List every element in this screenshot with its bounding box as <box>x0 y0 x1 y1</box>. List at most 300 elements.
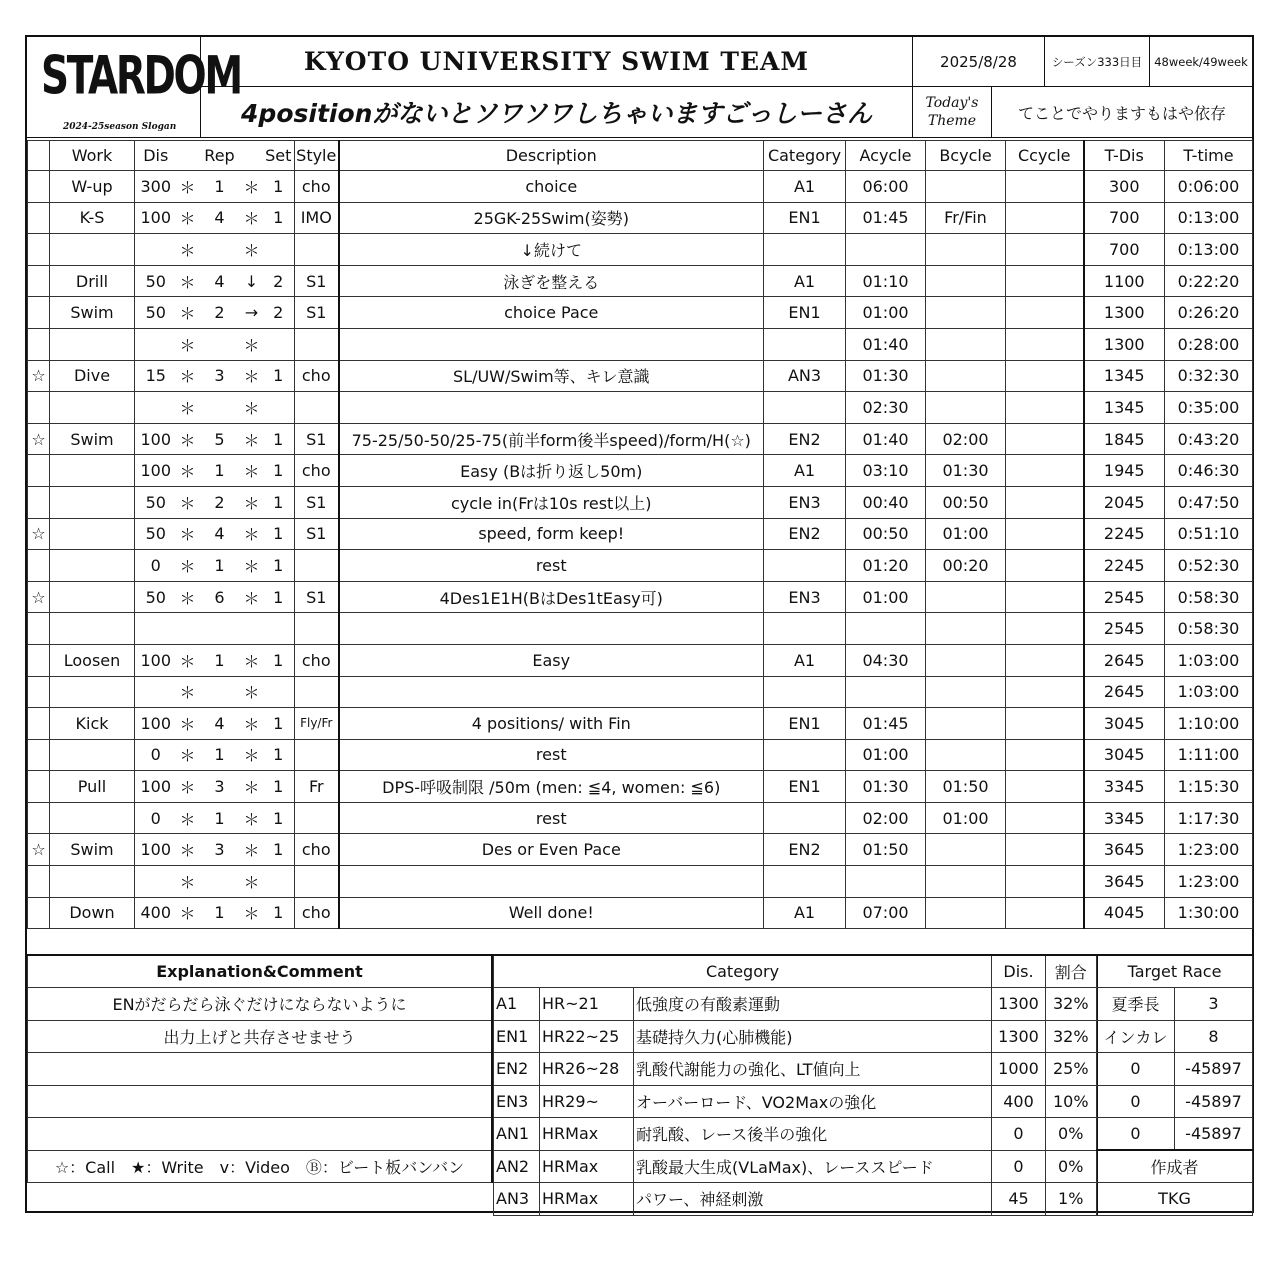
mark-cell <box>28 202 50 234</box>
work-cell: K-S <box>50 202 135 234</box>
description-cell: Des or Even Pace <box>339 834 764 866</box>
acycle-cell: 01:45 <box>846 708 926 740</box>
menu-row <box>28 613 1253 645</box>
mark-cell <box>28 455 50 487</box>
category-distance: 45 <box>992 1183 1046 1216</box>
practice-menu-sheet <box>25 35 1254 1213</box>
category-cell: A1 <box>764 897 846 929</box>
bcycle-cell: 01:30 <box>926 455 1006 487</box>
set-cell: 1 <box>263 202 295 234</box>
rep-cell: 1 <box>199 802 241 834</box>
heart-rate-range: HR26~28 <box>540 1053 634 1086</box>
times-symbol: ＊ <box>177 676 199 708</box>
category-title: Category <box>494 955 992 988</box>
rep-cell <box>199 866 241 898</box>
times-symbol: ＊ <box>177 771 199 803</box>
category-code: EN1 <box>494 1020 540 1053</box>
set-cell <box>263 328 295 360</box>
style-cell: cho <box>295 455 339 487</box>
acycle-cell: 00:50 <box>846 518 926 550</box>
style-cell <box>295 328 339 360</box>
acycle-cell: 01:00 <box>846 739 926 771</box>
symbol-legend: ☆：Call ★：Write v：Video Ⓑ：ビート板バンバン <box>28 1150 493 1183</box>
times-symbol: ＊ <box>177 171 199 203</box>
ccycle-cell <box>1006 234 1084 266</box>
tdis-cell: 2245 <box>1084 518 1165 550</box>
description-cell: rest <box>339 802 764 834</box>
description-cell <box>339 613 764 645</box>
description-cell: 泳ぎを整える <box>339 265 764 297</box>
set-cell: 1 <box>263 486 295 518</box>
category-description: 耐乳酸、レース後半の強化 <box>634 1118 992 1151</box>
week-box <box>1150 37 1252 87</box>
times-symbol: ＊ <box>177 518 199 550</box>
dis-cell: 100 <box>135 202 177 234</box>
style-cell: S1 <box>295 297 339 329</box>
mark-cell: ☆ <box>28 834 50 866</box>
work-cell: Loosen <box>50 644 135 676</box>
set-cell: 2 <box>263 265 295 297</box>
work-cell: W-up <box>50 171 135 203</box>
category-ratio: 32% <box>1046 988 1097 1021</box>
dis-cell: 300 <box>135 171 177 203</box>
set-cell: 1 <box>263 739 295 771</box>
set-cell: 1 <box>263 708 295 740</box>
times-symbol: ↓ <box>241 265 263 297</box>
rep-cell: 1 <box>199 455 241 487</box>
category-row <box>494 1183 1097 1216</box>
ccycle-cell <box>1006 581 1084 613</box>
category-code: AN2 <box>494 1150 540 1183</box>
ttime-cell: 1:23:00 <box>1165 834 1253 866</box>
style-cell <box>295 802 339 834</box>
acycle-cell: 01:50 <box>846 834 926 866</box>
target-race-row <box>1097 1053 1253 1086</box>
menu-row <box>28 265 1253 297</box>
author-name: TKG <box>1097 1183 1253 1216</box>
acycle-cell: 03:10 <box>846 455 926 487</box>
menu-row <box>28 297 1253 329</box>
times-symbol: ＊ <box>177 834 199 866</box>
set-cell: 1 <box>263 802 295 834</box>
heart-rate-range: HR29~ <box>540 1085 634 1118</box>
times-symbol <box>241 613 263 645</box>
ttime-cell: 0:58:30 <box>1165 613 1253 645</box>
category-table <box>493 954 1098 1216</box>
ratio-label: 割合 <box>1046 955 1097 988</box>
mark-cell <box>28 613 50 645</box>
rep-cell: 1 <box>199 171 241 203</box>
category-cell <box>764 676 846 708</box>
acycle-cell: 01:45 <box>846 202 926 234</box>
times-symbol: ＊ <box>241 866 263 898</box>
heart-rate-range: HR~21 <box>540 988 634 1021</box>
set-cell: 1 <box>263 897 295 929</box>
bcycle-cell <box>926 297 1006 329</box>
ttime-cell: 0:43:20 <box>1165 423 1253 455</box>
ttime-header: T-time <box>1165 141 1253 171</box>
category-code: EN2 <box>494 1053 540 1086</box>
times-symbol: ＊ <box>241 676 263 708</box>
tdis-cell: 2645 <box>1084 676 1165 708</box>
times-symbol <box>177 613 199 645</box>
set-cell: 2 <box>263 297 295 329</box>
mark-cell <box>28 897 50 929</box>
menu-row <box>28 518 1253 550</box>
menu-row <box>28 392 1253 424</box>
bcycle-cell: 01:00 <box>926 802 1006 834</box>
bcycle-cell: 02:00 <box>926 423 1006 455</box>
ttime-cell: 1:03:00 <box>1165 644 1253 676</box>
dis-cell: 100 <box>135 834 177 866</box>
acycle-header: Acycle <box>846 141 926 171</box>
category-cell: AN3 <box>764 360 846 392</box>
tdis-cell: 2245 <box>1084 550 1165 582</box>
category-row <box>494 1085 1097 1118</box>
work-cell: Swim <box>50 834 135 866</box>
bcycle-cell <box>926 360 1006 392</box>
style-cell: cho <box>295 171 339 203</box>
dis-cell <box>135 234 177 266</box>
tdis-cell: 1300 <box>1084 328 1165 360</box>
dis-cell <box>135 676 177 708</box>
tdis-cell: 3045 <box>1084 708 1165 740</box>
ttime-cell: 0:58:30 <box>1165 581 1253 613</box>
description-cell: 25GK-25Swim(姿勢) <box>339 202 764 234</box>
times-symbol: ＊ <box>177 708 199 740</box>
category-cell <box>764 392 846 424</box>
category-ratio: 32% <box>1046 1020 1097 1053</box>
ttime-cell: 0:22:20 <box>1165 265 1253 297</box>
category-cell <box>764 802 846 834</box>
category-distance: 400 <box>992 1085 1046 1118</box>
style-cell: cho <box>295 644 339 676</box>
bcycle-cell <box>926 866 1006 898</box>
times-symbol: ＊ <box>241 802 263 834</box>
times-symbol: ＊ <box>241 171 263 203</box>
ccycle-cell <box>1006 676 1084 708</box>
work-cell: Drill <box>50 265 135 297</box>
acycle-cell: 02:30 <box>846 392 926 424</box>
ccycle-cell <box>1006 202 1084 234</box>
menu-header-row <box>28 141 1253 171</box>
menu-row <box>28 486 1253 518</box>
tdis-cell: 1300 <box>1084 297 1165 329</box>
acycle-cell: 02:00 <box>846 802 926 834</box>
rep-header: Rep <box>199 141 241 171</box>
category-cell <box>764 739 846 771</box>
ttime-cell: 0:52:30 <box>1165 550 1253 582</box>
target-race-name: 0 <box>1097 1118 1175 1151</box>
times-symbol: ＊ <box>177 265 199 297</box>
description-cell: Easy (Bは折り返し50m) <box>339 455 764 487</box>
bcycle-cell <box>926 613 1006 645</box>
author-label: 作成者 <box>1097 1150 1253 1183</box>
set-cell: 1 <box>263 644 295 676</box>
category-ratio: 1% <box>1046 1183 1097 1216</box>
acycle-cell <box>846 234 926 266</box>
ccycle-cell <box>1006 171 1084 203</box>
set-cell <box>263 613 295 645</box>
category-distance: 1300 <box>992 988 1046 1021</box>
tdis-cell: 300 <box>1084 171 1165 203</box>
category-cell: EN3 <box>764 581 846 613</box>
dis-cell: 100 <box>135 423 177 455</box>
set-cell <box>263 866 295 898</box>
mark-cell: ☆ <box>28 423 50 455</box>
bcycle-cell: 00:50 <box>926 486 1006 518</box>
ccycle-cell <box>1006 423 1084 455</box>
category-code: EN3 <box>494 1085 540 1118</box>
times-symbol: ＊ <box>177 486 199 518</box>
rep-cell: 1 <box>199 644 241 676</box>
mark-cell <box>28 802 50 834</box>
category-row <box>494 1118 1097 1151</box>
description-cell: 75-25/50-50/25-75(前半form後半speed)/form/H(☆) <box>339 423 764 455</box>
work-cell <box>50 866 135 898</box>
description-cell: choice Pace <box>339 297 764 329</box>
acycle-cell <box>846 676 926 708</box>
ccycle-cell <box>1006 834 1084 866</box>
menu-row <box>28 423 1253 455</box>
bcycle-cell <box>926 897 1006 929</box>
dis-cell <box>135 392 177 424</box>
times-symbol: ＊ <box>241 518 263 550</box>
category-cell <box>764 234 846 266</box>
times-symbol: ＊ <box>241 328 263 360</box>
ccycle-cell <box>1006 771 1084 803</box>
bcycle-cell: 00:20 <box>926 550 1006 582</box>
comment-title: Explanation&Comment <box>28 955 493 988</box>
mark-cell: ☆ <box>28 518 50 550</box>
date-box <box>913 37 1045 87</box>
work-cell <box>50 802 135 834</box>
style-cell: S1 <box>295 265 339 297</box>
ccycle-cell <box>1006 613 1084 645</box>
menu-row <box>28 802 1253 834</box>
mark-cell <box>28 676 50 708</box>
slogan-box <box>201 87 913 138</box>
ttime-cell: 1:03:00 <box>1165 676 1253 708</box>
bcycle-cell <box>926 265 1006 297</box>
menu-row <box>28 644 1253 676</box>
work-cell: Dive <box>50 360 135 392</box>
set-cell: 1 <box>263 455 295 487</box>
target-race-row <box>1097 988 1253 1021</box>
style-cell: cho <box>295 360 339 392</box>
mark-cell <box>28 392 50 424</box>
ccycle-cell <box>1006 360 1084 392</box>
tdis-cell: 3645 <box>1084 866 1165 898</box>
mark-cell <box>28 866 50 898</box>
dis-cell: 0 <box>135 550 177 582</box>
bcycle-cell <box>926 834 1006 866</box>
ccycle-cell <box>1006 739 1084 771</box>
team-title-box <box>201 37 913 87</box>
style-cell <box>295 866 339 898</box>
description-cell: rest <box>339 550 764 582</box>
category-cell: EN1 <box>764 771 846 803</box>
header-gap <box>177 141 199 171</box>
work-cell <box>50 392 135 424</box>
rep-cell <box>199 613 241 645</box>
dis-cell: 50 <box>135 265 177 297</box>
tdis-cell: 700 <box>1084 202 1165 234</box>
theme-label: Today's Theme <box>925 95 979 129</box>
bcycle-cell <box>926 234 1006 266</box>
category-code: A1 <box>494 988 540 1021</box>
category-description: 低強度の有酸素運動 <box>634 988 992 1021</box>
set-cell <box>263 676 295 708</box>
times-symbol: ＊ <box>241 392 263 424</box>
target-race-value: -45897 <box>1175 1053 1253 1086</box>
category-cell <box>764 613 846 645</box>
ttime-cell: 0:47:50 <box>1165 486 1253 518</box>
mark-cell <box>28 265 50 297</box>
mark-cell <box>28 771 50 803</box>
comment-line <box>28 1085 493 1118</box>
tdis-cell: 2645 <box>1084 644 1165 676</box>
acycle-cell: 04:30 <box>846 644 926 676</box>
acycle-cell: 01:40 <box>846 423 926 455</box>
category-code: AN3 <box>494 1183 540 1216</box>
target-race-row <box>1097 1118 1253 1151</box>
set-cell <box>263 392 295 424</box>
menu-row <box>28 171 1253 203</box>
season-day-box <box>1045 37 1150 87</box>
ttime-cell: 0:26:20 <box>1165 297 1253 329</box>
set-cell: 1 <box>263 518 295 550</box>
mark-cell <box>28 171 50 203</box>
ccycle-cell <box>1006 550 1084 582</box>
rep-cell: 3 <box>199 360 241 392</box>
dis-cell: 100 <box>135 644 177 676</box>
dis-cell: 100 <box>135 708 177 740</box>
category-distance: 1300 <box>992 1020 1046 1053</box>
times-symbol: ＊ <box>177 328 199 360</box>
menu-row <box>28 834 1253 866</box>
target-race-name: インカレ <box>1097 1020 1175 1053</box>
rep-cell: 2 <box>199 486 241 518</box>
description-cell <box>339 392 764 424</box>
times-symbol: ＊ <box>177 550 199 582</box>
menu-row <box>28 739 1253 771</box>
bcycle-cell <box>926 581 1006 613</box>
date-text: 2025/8/28 <box>940 52 1017 71</box>
heart-rate-range: HRMax <box>540 1150 634 1183</box>
ccycle-cell <box>1006 802 1084 834</box>
description-cell <box>339 866 764 898</box>
style-cell: cho <box>295 897 339 929</box>
work-cell <box>50 234 135 266</box>
times-symbol: ＊ <box>177 392 199 424</box>
set-cell: 1 <box>263 834 295 866</box>
description-cell: 4Des1E1H(BはDes1tEasy可) <box>339 581 764 613</box>
mark-cell <box>28 644 50 676</box>
times-symbol: ＊ <box>177 297 199 329</box>
rep-cell: 3 <box>199 834 241 866</box>
ttime-cell: 1:23:00 <box>1165 866 1253 898</box>
category-cell <box>764 328 846 360</box>
ttime-cell: 0:13:00 <box>1165 234 1253 266</box>
times-symbol: ＊ <box>241 423 263 455</box>
times-symbol: ＊ <box>241 771 263 803</box>
ttime-cell: 0:06:00 <box>1165 171 1253 203</box>
target-race-value: -45897 <box>1175 1118 1253 1151</box>
target-race-name: 0 <box>1097 1053 1175 1086</box>
comment-line <box>28 1053 493 1086</box>
slogan-text: 4positionがないとソワソワしちゃいますごっしーさん <box>241 99 872 128</box>
rep-cell: 5 <box>199 423 241 455</box>
dis-label: Dis. <box>992 955 1046 988</box>
bcycle-cell <box>926 392 1006 424</box>
set-cell: 1 <box>263 550 295 582</box>
heart-rate-range: HRMax <box>540 1118 634 1151</box>
ttime-cell: 1:11:00 <box>1165 739 1253 771</box>
description-header: Description <box>339 141 764 171</box>
mark-cell <box>28 739 50 771</box>
times-symbol: ＊ <box>177 455 199 487</box>
work-cell: Swim <box>50 297 135 329</box>
rep-cell <box>199 234 241 266</box>
mark-cell <box>28 486 50 518</box>
category-cell <box>764 866 846 898</box>
style-cell: Fly/Fr <box>295 708 339 740</box>
menu-row <box>28 897 1253 929</box>
work-cell <box>50 550 135 582</box>
dis-cell: 50 <box>135 486 177 518</box>
mark-cell <box>28 328 50 360</box>
category-description: 乳酸代謝能力の強化、LT値向上 <box>634 1053 992 1086</box>
category-row <box>494 1020 1097 1053</box>
rep-cell <box>199 392 241 424</box>
ttime-cell: 1:30:00 <box>1165 897 1253 929</box>
set-cell: 1 <box>263 771 295 803</box>
times-symbol: ＊ <box>177 897 199 929</box>
target-race-value: 3 <box>1175 988 1253 1021</box>
tdis-cell: 3345 <box>1084 771 1165 803</box>
times-symbol: ＊ <box>241 739 263 771</box>
work-cell <box>50 518 135 550</box>
mark-cell <box>28 297 50 329</box>
dis-cell: 0 <box>135 739 177 771</box>
set-cell: 1 <box>263 423 295 455</box>
style-cell <box>295 392 339 424</box>
set-cell: 1 <box>263 581 295 613</box>
set-header: Set <box>263 141 295 171</box>
times-symbol: ＊ <box>177 866 199 898</box>
menu-row <box>28 771 1253 803</box>
work-header: Work <box>50 141 135 171</box>
style-header: Style <box>295 141 339 171</box>
category-cell: EN3 <box>764 486 846 518</box>
category-distance: 0 <box>992 1118 1046 1151</box>
target-race-row <box>1097 1085 1253 1118</box>
acycle-cell: 00:40 <box>846 486 926 518</box>
style-cell <box>295 613 339 645</box>
dis-cell <box>135 613 177 645</box>
menu-row <box>28 581 1253 613</box>
header-gap <box>241 141 263 171</box>
description-cell: rest <box>339 739 764 771</box>
set-cell: 1 <box>263 171 295 203</box>
menu-row <box>28 234 1253 266</box>
category-cell: EN2 <box>764 834 846 866</box>
ttime-cell: 0:13:00 <box>1165 202 1253 234</box>
dis-cell: 50 <box>135 297 177 329</box>
description-cell: choice <box>339 171 764 203</box>
category-ratio: 25% <box>1046 1053 1097 1086</box>
